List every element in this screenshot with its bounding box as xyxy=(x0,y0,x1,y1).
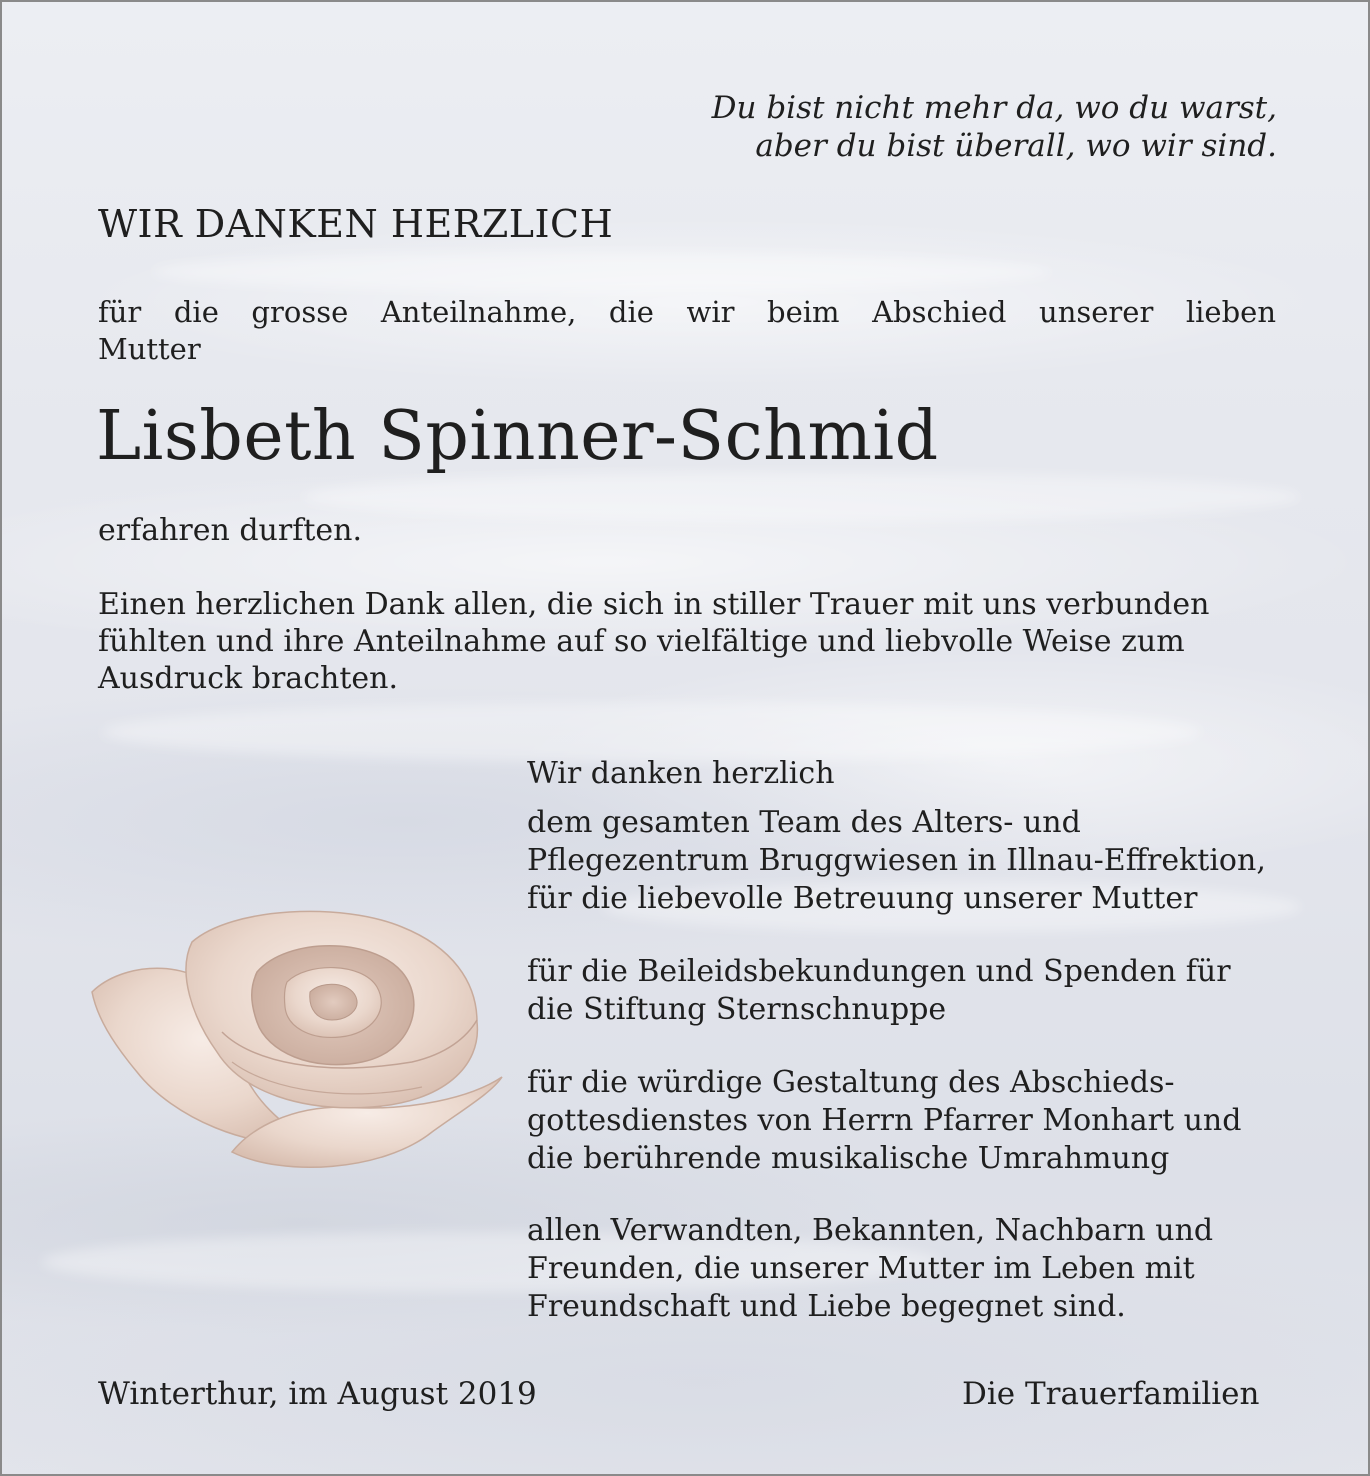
thanks-item-line: allen Verwandten, Bekannten, Nachbarn und xyxy=(527,1213,1214,1248)
background-streak xyxy=(152,252,1052,292)
intro-text: für die grosse Anteilnahme, die wir beim Abschied unserer lieben Mutter xyxy=(98,295,1276,366)
motto-line-2: aber du bist überall, wo wir sind. xyxy=(755,128,1277,164)
thanks-item-line: gottesdienstes von Herrn Pfarrer Monhart und xyxy=(527,1103,1242,1138)
thanks-item-line: Freunden, die unserer Mutter im Leben mit xyxy=(527,1251,1195,1286)
background-streak xyxy=(302,472,1302,522)
motto-line-1: Du bist nicht mehr da, wo du warst, xyxy=(711,90,1277,126)
thanks-item-line: die Stiftung Sternschnuppe xyxy=(527,992,947,1027)
thanks-item-line: Pflegezentrum Bruggwiesen in Illnau-Effrektion, xyxy=(527,843,1266,878)
thanks-item-line: dem gesamten Team des Alters- und xyxy=(527,805,1081,840)
thanks-paragraph-line: Ausdruck brachten. xyxy=(98,661,398,696)
specific-thanks-title: Wir danken herzlich xyxy=(527,756,835,791)
page-heading: WIR DANKEN HERZLICH xyxy=(98,202,614,246)
thanks-paragraph-line: Einen herzlichen Dank allen, die sich in stiller Trauer mit uns verbunden xyxy=(98,587,1210,622)
background-streak xyxy=(102,702,1202,762)
deceased-name: Lisbeth Spinner-Schmid xyxy=(96,397,939,476)
place-date: Winterthur, im August 2019 xyxy=(98,1376,537,1412)
signature: Die Trauerfamilien xyxy=(962,1376,1260,1412)
thanks-item-line: für die Beileidsbekundungen und Spenden für xyxy=(527,954,1231,989)
thanks-item-line: für die würdige Gestaltung des Abschieds- xyxy=(527,1065,1175,1100)
thanks-paragraph-line: fühlten und ihre Anteilnahme auf so vielfältige und liebvolle Weise zum xyxy=(98,624,1185,659)
thanks-item-line: die berührende musikalische Umrahmung xyxy=(527,1141,1170,1176)
thanks-item-line: Freundschaft und Liebe begegnet sind. xyxy=(527,1289,1126,1324)
after-name-text: erfahren durften. xyxy=(98,513,362,548)
thanks-item-line: für die liebevolle Betreuung unserer Mutter xyxy=(527,881,1198,916)
rose-image xyxy=(82,902,512,1182)
